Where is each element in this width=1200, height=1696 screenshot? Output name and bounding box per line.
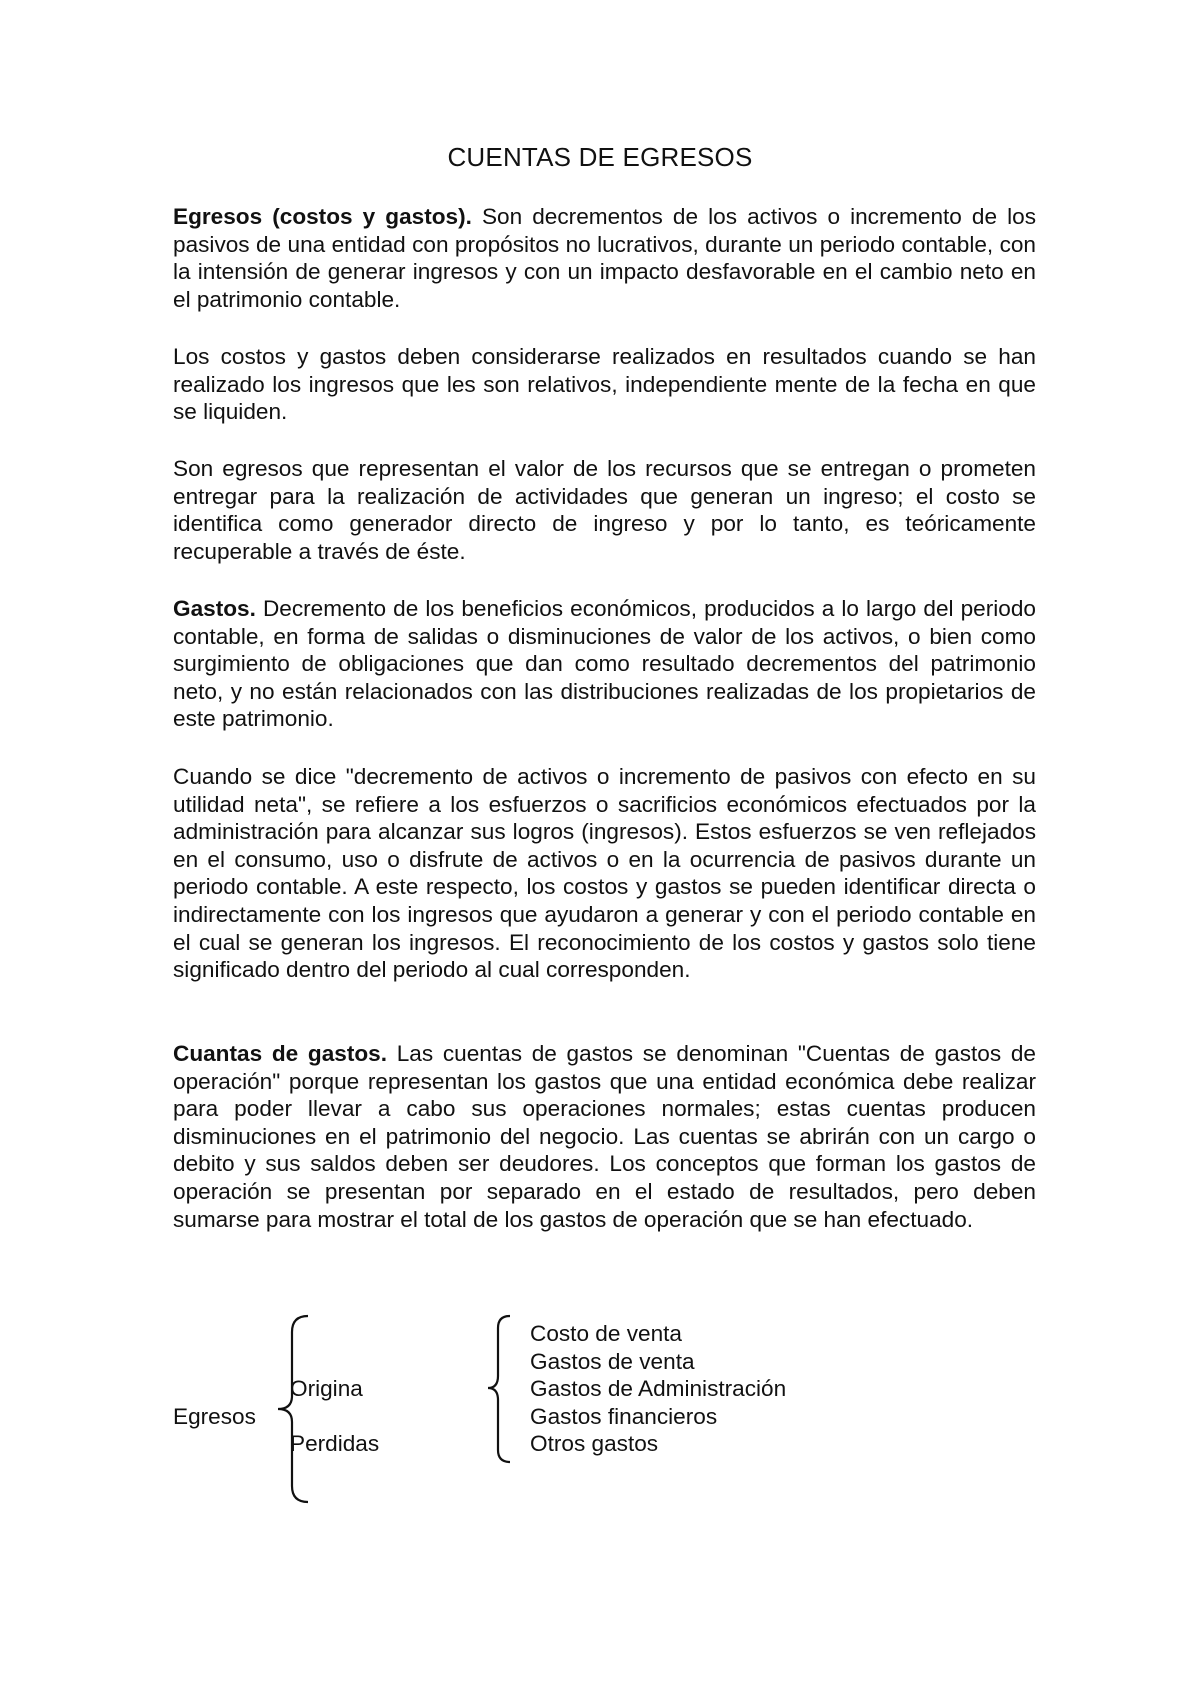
right-brace-icon (484, 1314, 514, 1464)
paragraph-text: Son egresos que representan el valor de los recursos que se entregan o prometen entregar para la realización de actividades que generan un ingreso; el costo se identifica como generador directo de ingreso y por lo tanto, es teóricamente recuperable a través de éste. (173, 456, 1036, 564)
paragraph-text: Los costos y gastos deben considerarse realizados en resultados cuando se han realizado los ingresos que les son relativos, independiente mente de la fecha en que se liquiden. (173, 344, 1036, 425)
paragraph-text: Decremento de los beneficios económicos, producidos a lo largo del periodo contable, en forma de salidas o disminuciones de valor de los activos, o bien como surgimiento de obligaciones que dan como resultado decrementos del patrimonio neto, y no están relacionados con las distribuciones realizadas de los propietarios de este patrimonio. (173, 596, 1036, 732)
diagram-root-label: Egresos (173, 1404, 256, 1429)
paragraph-egresos-definition (173, 203, 1036, 313)
paragraph-gastos-definition (173, 595, 1036, 733)
diagram-item: Costo de venta (530, 1321, 682, 1346)
paragraph-text: Las cuentas de gastos se denominan "Cuentas de gastos de operación" porque representan los gastos que una entidad económica debe realizar para poder llevar a cabo sus operaciones normales; estas cuentas producen disminuciones en el patrimonio del negocio. Las cuentas se abrirán con un cargo o debito y sus saldos deben ser deudores. Los conceptos que forman los gastos de operación se presentan por separado en el estado de resultados, pero deben sumarse para mostrar el total de los gastos de operación que se han efectuado. (173, 1041, 1036, 1232)
paragraph-lead: Gastos. (173, 596, 256, 621)
diagram-item: Otros gastos (530, 1431, 659, 1456)
diagram-item: Gastos financieros (530, 1404, 718, 1429)
paragraph-lead: Egresos (costos y gastos). (173, 204, 472, 229)
paragraph-costos-realizados (173, 343, 1036, 426)
diagram-branch-perdidas: Perdidas (290, 1431, 380, 1456)
diagram-item: Gastos de venta (530, 1349, 695, 1374)
paragraph-cuentas-de-gastos (173, 1040, 1036, 1233)
paragraph-egresos-valor (173, 455, 1036, 565)
paragraph-text: Cuando se dice "decremento de activos o incremento de pasivos con efecto en su utilidad neta", se refiere a los esfuerzos o sacrificios económicos efectuados por la administración para alcanzar sus logros (ingresos). Estos esfuerzos se ven reflejados en el consumo, uso o disfrute de activos o en la ocurrencia de pasivos durante un periodo contable. A este respecto, los costos y gastos se pueden identificar directa o indirectamente con los ingresos que ayudaron a generar y con el periodo contable en el cual se generan los ingresos. El reconocimiento de los costos y gastos solo tiene significado dentro del periodo al cual corresponden. (173, 764, 1036, 983)
page-title: CUENTAS DE EGRESOS (447, 142, 753, 172)
paragraph-decremento-activos (173, 763, 1036, 984)
paragraph-lead: Cuantas de gastos. (173, 1041, 388, 1066)
left-brace-icon (262, 1314, 312, 1504)
diagram-item: Gastos de Administración (530, 1376, 787, 1401)
diagram-branch-origina: Origina (290, 1376, 363, 1401)
paragraph-text: Son decrementos de los activos o incremento de los pasivos de una entidad con propósitos no lucrativos, durante un periodo contable, con la intensión de generar ingresos y con un impacto desfavorable en el cambio neto en el patrimonio contable. (173, 204, 1037, 312)
